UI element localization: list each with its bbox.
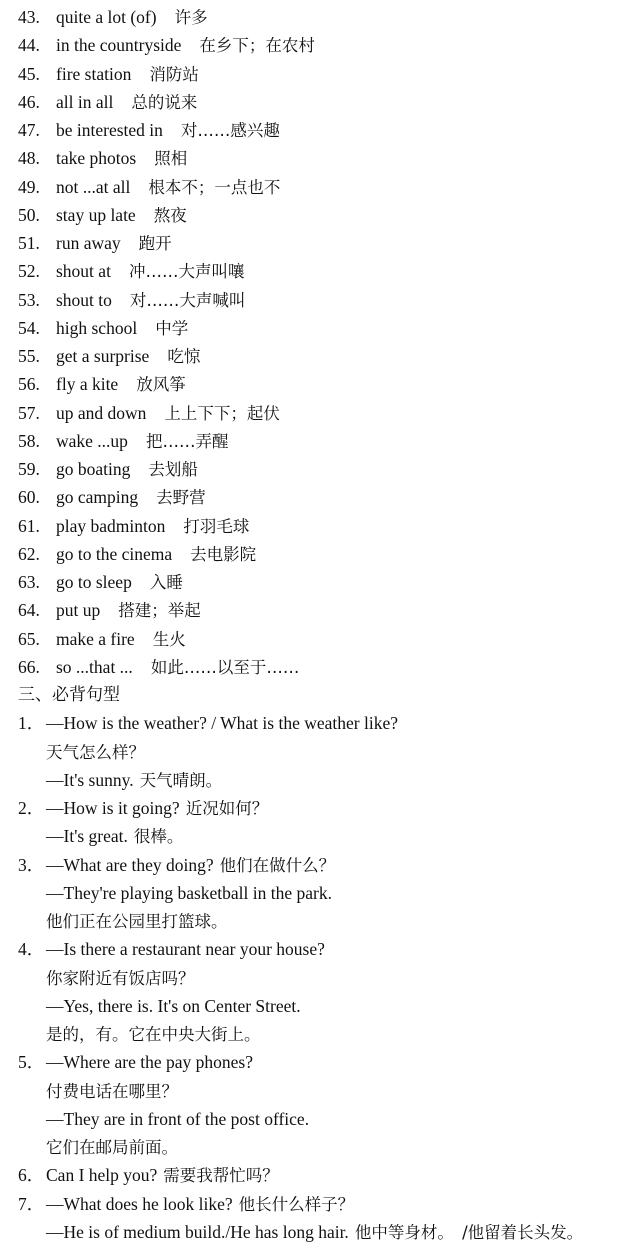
phrase-item <box>0 31 640 59</box>
phrase-english: stay up late <box>56 204 136 225</box>
phrase-number: 51. <box>18 233 40 253</box>
phrase-english: go to sleep <box>56 572 132 592</box>
phrase-list <box>0 3 640 681</box>
sentence-line <box>0 1218 640 1246</box>
sentence-list <box>0 709 640 1246</box>
sentence-english: —It's great. <box>46 826 128 847</box>
phrase-english: shout to <box>56 289 112 310</box>
phrase-item <box>0 314 640 342</box>
phrase-number: 52. <box>18 261 40 282</box>
sentence-chinese: 天气怎么样？ <box>46 742 145 762</box>
sentence-line <box>0 738 640 766</box>
phrase-item <box>0 342 640 370</box>
sentence-line <box>0 1161 640 1189</box>
phrase-chinese: 上上下下；起伏 <box>164 403 280 423</box>
phrase-english: high school <box>56 317 138 338</box>
sentence-line <box>0 879 640 907</box>
sentence-line <box>0 1105 640 1133</box>
phrase-chinese: 许多 <box>174 8 208 27</box>
sentence-english: —They are in front of the post office. <box>46 1108 310 1129</box>
phrase-item <box>0 512 640 540</box>
phrase-number: 63. <box>18 572 40 592</box>
phrase-number: 48. <box>18 148 40 169</box>
sentence-line <box>0 935 640 963</box>
sentence-english: —How is the weather? / What is the weather like? <box>46 713 398 734</box>
sentence-line <box>0 709 640 737</box>
phrase-item <box>0 653 640 681</box>
phrase-number: 62. <box>18 543 40 564</box>
phrase-item <box>0 201 640 229</box>
phrase-number: 57. <box>18 402 40 423</box>
phrase-chinese: 搭建；举起 <box>118 601 201 621</box>
phrase-item <box>0 286 640 314</box>
sentence-chinese: 你家附近有饭店吗？ <box>46 968 195 988</box>
phrase-chinese: 照相 <box>154 149 188 169</box>
phrase-english: make a fire <box>56 628 135 649</box>
sentence-line <box>0 992 640 1020</box>
sentence-chinese: 他们正在公园里打篮球。 <box>46 912 228 931</box>
sentence-number: 6． <box>18 1165 45 1186</box>
phrase-number: 64. <box>18 600 40 621</box>
phrase-chinese: 跑开 <box>138 234 172 253</box>
sentence-line <box>0 851 640 879</box>
sentence-chinese: 他长什么样子？ <box>238 1194 355 1214</box>
sentence-english: —They're playing basketball in the park. <box>46 882 332 903</box>
phrase-number: 54. <box>18 317 40 338</box>
phrase-number: 61. <box>18 515 40 536</box>
phrase-number: 49. <box>18 176 40 197</box>
phrase-number: 45. <box>18 63 40 84</box>
sentence-chinese: 很棒。 <box>133 827 184 847</box>
phrase-english: be interested in <box>56 120 163 140</box>
phrase-item <box>0 144 640 172</box>
phrase-chinese: 冲……大声叫嚷 <box>128 262 245 282</box>
phrase-chinese: 如此……以至于…… <box>150 657 300 677</box>
sentence-english: —Where are the pay phones? <box>46 1052 253 1073</box>
sentence-english: —What does he look like? <box>46 1193 233 1214</box>
phrase-item <box>0 60 640 88</box>
phrase-number: 44. <box>18 35 40 56</box>
phrase-item <box>0 173 640 201</box>
sentence-chinese: 是的，有。它在中央大街上。 <box>46 1025 261 1044</box>
phrase-item <box>0 625 640 653</box>
sentence-english: —He is of medium build./He has long hair. <box>46 1221 349 1242</box>
phrase-chinese: 熬夜 <box>153 205 187 225</box>
phrase-english: shout at <box>56 261 111 282</box>
sentence-english: —How is it going? <box>46 798 180 818</box>
sentence-line <box>0 964 640 992</box>
phrase-item <box>0 483 640 511</box>
phrase-english: not ...at all <box>56 176 131 197</box>
sentence-chinese: 需要我帮忙吗？ <box>163 1166 279 1186</box>
phrase-chinese: 中学 <box>155 318 189 338</box>
phrase-english: take photos <box>56 148 137 169</box>
phrase-english: fly a kite <box>56 374 119 395</box>
phrase-number: 47. <box>18 120 40 140</box>
phrase-chinese: 去划船 <box>148 460 198 479</box>
section-title: 三、必背句型 <box>18 685 120 705</box>
phrase-english: all in all <box>56 91 114 112</box>
phrase-number: 56. <box>18 374 40 395</box>
phrase-item <box>0 229 640 257</box>
sentence-number: 2． <box>18 798 45 818</box>
phrase-english: fire station <box>56 63 132 84</box>
phrase-english: go camping <box>56 487 139 508</box>
phrase-item <box>0 568 640 596</box>
phrase-item <box>0 3 640 31</box>
phrase-number: 46. <box>18 91 40 112</box>
sentence-english: —Yes, there is. It's on Center Street. <box>46 995 301 1016</box>
sentence-number: 5． <box>18 1052 45 1073</box>
phrase-number: 55. <box>18 346 40 366</box>
document-page <box>0 3 640 1246</box>
sentence-line <box>0 822 640 850</box>
phrase-chinese: 把……弄醒 <box>145 431 229 451</box>
phrase-chinese: 消防站 <box>149 64 199 84</box>
sentence-number: 7． <box>18 1193 45 1214</box>
phrase-item <box>0 370 640 398</box>
phrase-chinese: 入睡 <box>149 573 183 592</box>
phrase-english: wake ...up <box>56 430 128 451</box>
phrase-item <box>0 596 640 624</box>
phrase-english: put up <box>56 600 101 621</box>
phrase-number: 43. <box>18 7 40 27</box>
phrase-chinese: 总的说来 <box>131 92 198 112</box>
sentence-number: 3． <box>18 854 45 875</box>
phrase-item <box>0 399 640 427</box>
phrase-english: go to the cinema <box>56 543 173 564</box>
sentence-line <box>0 1020 640 1048</box>
sentence-line <box>0 794 640 822</box>
phrase-number: 50. <box>18 204 40 225</box>
phrase-chinese: 对……大声喊叫 <box>129 290 246 310</box>
phrase-item <box>0 455 640 483</box>
phrase-item <box>0 540 640 568</box>
sentence-chinese: 天气晴朗。 <box>139 770 223 790</box>
phrase-chinese: 对……感兴趣 <box>180 121 280 140</box>
sentence-line <box>0 766 640 794</box>
phrase-number: 53. <box>18 289 40 310</box>
sentence-english: Can I help you? <box>46 1165 158 1186</box>
phrase-number: 59. <box>18 459 40 479</box>
phrase-item <box>0 116 640 144</box>
phrase-number: 58. <box>18 430 40 451</box>
sentence-english: —Is there a restaurant near your house? <box>46 939 325 960</box>
phrase-chinese: 去野营 <box>156 488 206 508</box>
sentence-english: —It's sunny. <box>46 769 134 790</box>
sentence-chinese: 付费电话在哪里？ <box>46 1081 178 1101</box>
sentence-line <box>0 1133 640 1161</box>
phrase-chinese: 放风筝 <box>136 375 186 395</box>
sentence-line <box>0 1190 640 1218</box>
phrase-english: run away <box>56 233 121 253</box>
phrase-chinese: 生火 <box>152 629 186 649</box>
phrase-number: 66. <box>18 656 40 677</box>
sentence-number: 4． <box>18 939 45 960</box>
phrase-chinese: 去电影院 <box>190 544 257 564</box>
sentence-line <box>0 1048 640 1076</box>
phrase-english: get a surprise <box>56 346 150 366</box>
phrase-english: play badminton <box>56 515 166 536</box>
phrase-english: so ...that ... <box>56 656 133 677</box>
sentence-chinese: 它们在邮局前面。 <box>46 1138 178 1157</box>
phrase-item <box>0 88 640 116</box>
sentence-line <box>0 907 640 935</box>
sentence-chinese: 他中等身材。 /他留着长头发。 <box>354 1222 584 1242</box>
sentence-chinese: 近况如何？ <box>185 799 269 818</box>
sentence-number: 1． <box>18 713 45 734</box>
phrase-english: quite a lot (of) <box>56 7 157 27</box>
phrase-chinese: 吃惊 <box>167 347 201 366</box>
phrase-item <box>0 427 640 455</box>
phrase-number: 60. <box>18 487 40 508</box>
phrase-english: go boating <box>56 459 131 479</box>
sentence-chinese: 他们在做什么？ <box>219 855 336 875</box>
phrase-number: 65. <box>18 628 40 649</box>
phrase-item <box>0 257 640 285</box>
phrase-chinese: 打羽毛球 <box>183 516 250 536</box>
phrase-chinese: 在乡下；在农村 <box>199 36 315 56</box>
sentence-line <box>0 1077 640 1105</box>
phrase-chinese: 根本不；一点也不 <box>148 177 281 197</box>
phrase-english: in the countryside <box>56 35 182 56</box>
sentence-english: —What are they doing? <box>46 854 214 875</box>
phrase-english: up and down <box>56 402 147 423</box>
